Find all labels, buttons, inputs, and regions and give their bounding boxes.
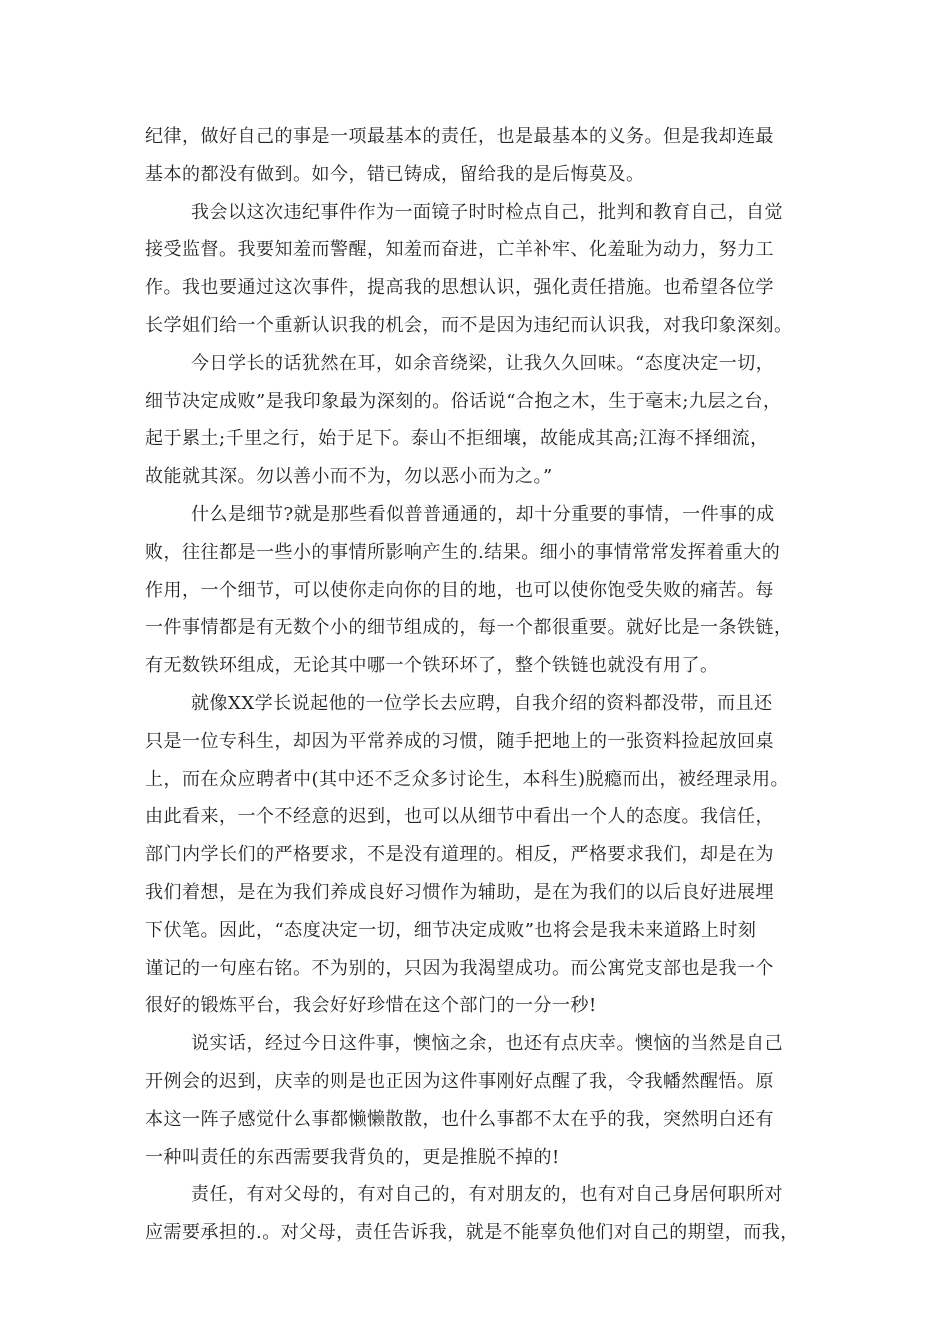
text-line: 我们着想，是在为我们养成良好习惯作为辅助，是在为我们的以后良好进展埋 <box>145 881 774 903</box>
text-line: 只是一位专科生，却因为平常养成的习惯，随手把地上的一张资料捡起放回桌 <box>145 730 774 752</box>
text-line: 就像XX学长说起他的一位学长去应聘，自我介绍的资料都没带，而且还 <box>191 692 773 714</box>
paragraph <box>145 118 825 194</box>
text-line: 谨记的一句座右铭。不为别的，只因为我渴望成功。而公寓党支部也是我一个 <box>145 957 774 979</box>
text-line: 一件事情都是有无数个小的细节组成的，每一个都很重要。就好比是一条铁链， <box>145 617 793 639</box>
text-line: 部门内学长们的严格要求，不是没有道理的。相反，严格要求我们，却是在为 <box>145 844 774 866</box>
text-line: 很好的锻炼平台，我会好好珍惜在这个部门的一分一秒! <box>145 995 597 1017</box>
text-line: 由此看来，一个不经意的迟到，也可以从细节中看出一个人的态度。我信任， <box>145 806 774 828</box>
paragraph <box>145 1176 825 1252</box>
text-line: 责任，有对父母的，有对自己的，有对朋友的，也有对自己身居何职所对 <box>191 1184 783 1206</box>
paragraph <box>145 345 825 496</box>
text-line: 说实话，经过今日这件事，懊恼之余，也还有点庆幸。懊恼的当然是自己 <box>191 1033 783 1055</box>
text-line: 什么是细节?就是那些看似普普通通的，却十分重要的事情，一件事的成 <box>191 503 775 525</box>
text-line: 作用，一个细节，可以使你走向你的目的地，也可以使你饱受失败的痛苦。每 <box>145 579 774 601</box>
text-line: 基本的都没有做到。如今，错已铸成，留给我的是后悔莫及。 <box>145 163 645 185</box>
text-line: 有无数铁环组成，无论其中哪一个铁环坏了，整个铁链也就没有用了。 <box>145 655 719 677</box>
text-line: 故能就其深。勿以善小而不为，勿以恶小而为之。” <box>145 466 553 488</box>
text-line: 开例会的迟到，庆幸的则是也正因为这件事刚好点醒了我，令我幡然醒悟。原 <box>145 1070 774 1092</box>
text-line: 长学姐们给一个重新认识我的机会，而不是因为违纪而认识我，对我印象深刻。 <box>145 314 793 336</box>
paragraph <box>145 685 825 1025</box>
text-line: 本这一阵子感觉什么事都懒懒散散，也什么事都不太在乎的我，突然明白还有 <box>145 1108 774 1130</box>
text-line: 接受监督。我要知羞而警醒，知羞而奋进，亡羊补牢、化羞耻为动力，努力工 <box>145 239 774 261</box>
text-line: 今日学长的话犹然在耳，如余音绕梁，让我久久回味。“态度决定一切， <box>191 352 775 374</box>
text-line: 我会以这次违纪事件作为一面镜子时时检点自己，批判和教育自己，自觉 <box>191 201 783 223</box>
text-line: 作。我也要通过这次事件，提高我的思想认识，强化责任措施。也希望各位学 <box>145 277 774 299</box>
text-line: 细节决定成败”是我印象最为深刻的。俗话说“合抱之木，生于毫末;九层之台， <box>145 390 782 412</box>
text-line: 下伏笔。因此，“态度决定一切，细节决定成败”也将会是我未来道路上时刻 <box>145 919 757 941</box>
text-line: 一种叫责任的东西需要我背负的，更是推脱不掉的! <box>145 1146 560 1168</box>
document-body <box>145 118 825 1252</box>
paragraph <box>145 496 825 685</box>
paragraph <box>145 1025 825 1176</box>
text-line: 败，往往都是一些小的事情所影响产生的.结果。细小的事情常常发挥着重大的 <box>145 541 781 563</box>
paragraph <box>145 194 825 345</box>
text-line: 应需要承担的.。对父母，责任告诉我，就是不能辜负他们对自己的期望，而我， <box>145 1222 799 1244</box>
text-line: 纪律，做好自己的事是一项最基本的责任，也是最基本的义务。但是我却连最 <box>145 126 774 147</box>
text-line: 上，而在众应聘者中(其中还不乏众多讨论生，本科生)脱瘾而出，被经理录用。 <box>145 768 790 790</box>
text-line: 起于累土;千里之行，始于足下。泰山不拒细壤，故能成其高;江海不择细流， <box>145 428 769 450</box>
